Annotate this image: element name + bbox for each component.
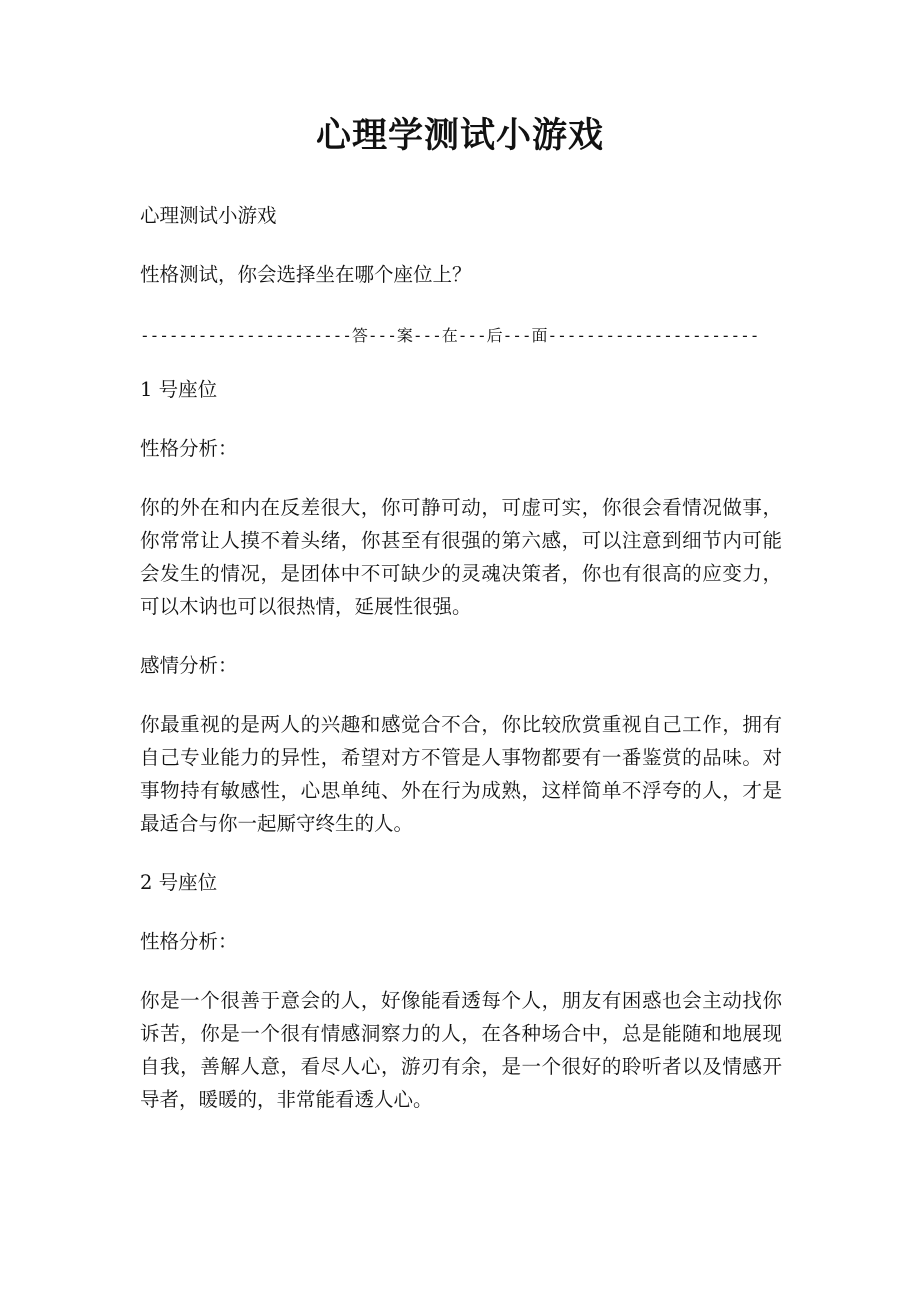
- seat2-personality-text: 你是一个很善于意会的人，好像能看透每个人，朋友有困惑也会主动找你诉苦，你是一个很有情感洞察力的人，在各种场合中，总是能随和地展现自我，善解人意，看尽人心，游刃有余，是一个很好的聆听者以及情感开导者，暖暖的，非常能看透人心。: [140, 989, 782, 1111]
- document-body: [140, 199, 782, 1142]
- seat2-personality-heading: 性格分析：: [140, 930, 238, 953]
- seat1-emotion-heading: 感情分析：: [140, 654, 238, 677]
- answer-separator: ----------------------答---案---在---后---面----------------------: [140, 326, 760, 345]
- subtitle: 心理测试小游戏: [140, 204, 277, 227]
- seat1-personality-text: 你的外在和内在反差很大，你可静可动，可虚可实，你很会看情况做事，你常常让人摸不着头绪，你甚至有很强的第六感，可以注意到细节内可能会发生的情况，是团体中不可缺少的灵魂决策者，你也有很高的应变力，可以木讷也可以很热情，延展性很强。: [140, 496, 782, 618]
- seat1-emotion-text: 你最重视的是两人的兴趣和感觉合不合，你比较欣赏重视自己工作，拥有自己专业能力的异性，希望对方不管是人事物都要有一番鉴赏的品味。对事物持有敏感性，心思单纯、外在行为成熟，这样简单不浮夸的人，才是最适合与你一起厮守终生的人。: [140, 713, 782, 835]
- document-title: 心理学测试小游戏: [315, 115, 604, 156]
- seat1-personality-heading: 性格分析：: [140, 437, 238, 460]
- question: 性格测试，你会选择坐在哪个座位上？: [140, 263, 472, 286]
- seat2-label: 2 号座位: [140, 871, 218, 894]
- seat1-label: 1 号座位: [140, 378, 218, 401]
